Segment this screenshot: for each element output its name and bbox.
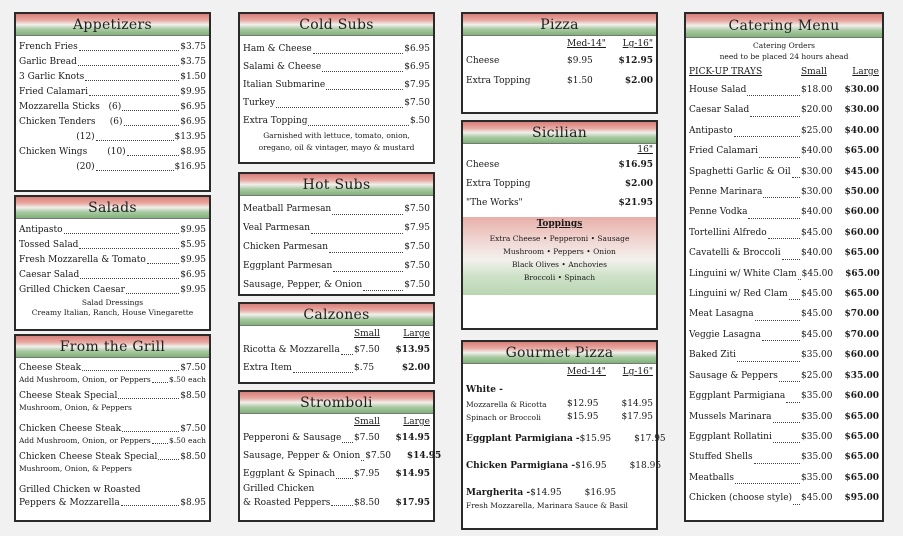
toppings-line: Broccoli • Spinach: [523, 273, 596, 282]
menu-item: Mozzarella & Ricotta $12.95 $14.95: [466, 399, 653, 409]
menu-item: Extra Item $.75 $2.00: [243, 359, 430, 377]
menu-item: Fried Calamari $9.95: [19, 87, 206, 97]
menu-item: Meat Lasagna $45.00 $70.00: [689, 304, 879, 324]
menu-item: Cheese Steak $7.50: [19, 363, 206, 373]
menu-item: Mozzarella Sticks (6) $6.95: [19, 102, 206, 112]
stromboli-panel: [238, 390, 442, 522]
menu-item: Sausage, Pepper & Onion $7.50 $14.95: [243, 447, 430, 465]
dressings-title: Salad Dressings: [81, 298, 144, 307]
menu-item: Meatball Parmesan $7.50: [243, 200, 430, 219]
menu-item: Grilled Chicken Caesar $9.95: [19, 285, 206, 295]
toppings-line: Extra Cheese • Pepperoni • Sausage: [489, 234, 630, 243]
appetizers-panel: [14, 12, 211, 192]
hot-subs-panel: [238, 172, 435, 296]
grill-title: From the Grill: [16, 336, 209, 358]
menu-item: 3 Garlic Knots $1.50: [19, 72, 206, 82]
menu-item-note: Add Mushroom, Onion, or Peppers $.50 each: [19, 436, 206, 445]
menu-item: Extra Topping $2.00: [466, 179, 653, 189]
menu-item-name: White -: [466, 385, 503, 395]
menu-item: Chicken Parmigiana - $16.95 $18.95: [466, 461, 662, 471]
cold-subs-note: Garnished with lettuce, tomato, onion, oregano, oil & vintager, mayo & mustard: [258, 131, 415, 152]
stromboli-title: Stromboli: [240, 392, 433, 414]
menu-item: Caesar Salad $6.95: [19, 270, 206, 280]
pizza-panel: [461, 12, 658, 114]
menu-item: Veal Parmesan $7.95: [243, 219, 430, 238]
menu-item: (20) $16.95: [19, 162, 206, 172]
menu-item: Cavatelli & Broccoli $40.00 $65.00: [689, 243, 879, 263]
menu-item: Cheese Steak Special $8.50: [19, 391, 206, 401]
menu-item: Chicken Parmesan $7.50: [243, 238, 430, 257]
toppings-box: [463, 217, 656, 295]
menu-item-name: Grilled Chicken w Roasted: [19, 485, 141, 495]
menu-item-name: Grilled Chicken: [243, 484, 315, 494]
calzones-title: Calzones: [240, 304, 433, 326]
menu-item: Ham & Cheese $6.95: [243, 40, 430, 58]
gourmet-col-headers: Med-14" Lg-16": [567, 367, 653, 377]
menu-item-note: Add Mushroom, Onion, or Peppers $.50 each: [19, 375, 206, 384]
calzones-col-headers: Small Large: [354, 329, 430, 339]
stromboli-col-headers: Small Large: [354, 417, 430, 427]
margherita-note: Fresh Mozzarella, Marinara Sauce & Basil: [466, 501, 628, 510]
menu-item: Chicken Wings (10) $8.95: [19, 147, 206, 157]
menu-item: Spaghetti Garlic & Oil $30.00 $45.00: [689, 162, 879, 182]
menu-item: Eggplant Parmigiana - $15.95 $17.95: [466, 434, 666, 444]
menu-item: Eggplant Parmigiana $35.00 $60.00: [689, 386, 879, 406]
gourmet-pizza-panel: [461, 340, 666, 530]
menu-item-note: Mushroom, Onion, & Peppers: [19, 464, 132, 473]
menu-item: Antipasto $9.95: [19, 225, 206, 235]
sicilian-title: Sicilian: [463, 122, 656, 144]
salads-panel: [14, 195, 211, 331]
toppings-line: Mushroom • Peppers • Onion: [503, 247, 616, 256]
salads-title: Salads: [16, 197, 209, 219]
menu-item: Eggplant Parmesan $7.50: [243, 257, 430, 276]
menu-item: Veggie Lasagna $45.00 $70.00: [689, 325, 879, 345]
dressings-list: Creamy Italian, Ranch, House Vinegarette: [31, 308, 194, 317]
menu-item: Extra Topping $1.50 $2.00: [466, 76, 653, 86]
menu-item: Sausage, Pepper, & Onion $7.50: [243, 276, 430, 295]
menu-item: Antipasto $25.00 $40.00: [689, 121, 879, 141]
menu-item: Linguini w/ Red Clam $45.00 $65.00: [689, 284, 879, 304]
menu-item: Italian Submarine $7.95: [243, 76, 430, 94]
menu-item: Sausage & Peppers $25.00 $35.00: [689, 366, 879, 386]
catering-panel: [684, 12, 884, 522]
menu-item: Tossed Salad $5.95: [19, 240, 206, 250]
menu-item: House Salad $18.00 $30.00: [689, 80, 879, 100]
menu-item: Spinach or Broccoli $15.95 $17.95: [466, 412, 653, 422]
column-2: [238, 12, 442, 522]
column-4: [684, 12, 884, 522]
menu-item: Extra Topping $.50: [243, 112, 430, 130]
menu-item: Cheese $9.95 $12.95: [466, 56, 653, 66]
menu-item: "The Works" $21.95: [466, 198, 653, 208]
menu-item: Chicken Cheese Steak $7.50: [19, 424, 206, 434]
menu-item: & Roasted Peppers $8.50 $17.95: [243, 498, 430, 508]
catering-col-headers: PICK-UP TRAYS Small Large: [689, 67, 879, 77]
cold-subs-title: Cold Subs: [240, 14, 433, 36]
menu-item: Eggplant & Spinach $7.95 $14.95: [243, 465, 430, 483]
menu-item: Chicken Tenders (6) $6.95: [19, 117, 206, 127]
column-3: [461, 12, 666, 530]
toppings-title: Toppings: [536, 219, 583, 229]
menu-item: Chicken (choose style) $45.00 $95.00: [689, 488, 879, 508]
catering-notice: need to be placed 24 hours ahead: [719, 52, 849, 61]
menu-item: Meatballs $35.00 $65.00: [689, 468, 879, 488]
pizza-title: Pizza: [463, 14, 656, 36]
cold-subs-panel: [238, 12, 435, 164]
menu-item: Stuffed Shells $35.00 $65.00: [689, 447, 879, 467]
sicilian-col-header: 16": [637, 145, 653, 155]
menu-item: Mussels Marinara $35.00 $65.00: [689, 407, 879, 427]
menu-item-note: Mushroom, Onion, & Peppers: [19, 403, 132, 412]
catering-title: Catering Menu: [686, 14, 882, 38]
gourmet-pizza-title: Gourmet Pizza: [463, 342, 656, 364]
menu-item: Turkey $7.50: [243, 94, 430, 112]
menu-item: (12) $13.95: [19, 132, 206, 142]
toppings-line: Black Olives • Anchovies: [512, 260, 607, 269]
menu-item: Caesar Salad $20.00 $30.00: [689, 100, 879, 120]
menu-item: Eggplant Rollatini $35.00 $65.00: [689, 427, 879, 447]
appetizers-title: Appetizers: [16, 14, 209, 36]
menu-item: Tortellini Alfredo $45.00 $60.00: [689, 223, 879, 243]
grill-panel: [14, 334, 211, 522]
menu-item: Peppers & Mozzarella $8.95: [19, 498, 206, 508]
menu-item: Chicken Cheese Steak Special $8.50: [19, 452, 206, 462]
menu-item: Penne Marinara $30.00 $50.00: [689, 182, 879, 202]
menu-item: Fresh Mozzarella & Tomato $9.95: [19, 255, 206, 265]
menu-item: Baked Ziti $35.00 $60.00: [689, 345, 879, 365]
sicilian-panel: [461, 120, 658, 330]
menu-item: Penne Vodka $40.00 $60.00: [689, 202, 879, 222]
pizza-col-headers: Med-14" Lg-16": [567, 39, 653, 49]
calzones-panel: [238, 302, 435, 384]
menu-item: Ricotta & Mozzarella $7.50 $13.95: [243, 341, 430, 359]
catering-notice: Catering Orders: [752, 41, 816, 50]
column-1: [14, 12, 211, 522]
menu-item: Pepperoni & Sausage $7.50 $14.95: [243, 429, 430, 447]
hot-subs-title: Hot Subs: [240, 174, 433, 196]
menu-item: Cheese $16.95: [466, 160, 653, 170]
menu-item: Garlic Bread $3.75: [19, 57, 206, 67]
menu-item: Linguini w/ White Clam $45.00 $65.00: [689, 264, 879, 284]
menu-item: Fried Calamari $40.00 $65.00: [689, 141, 879, 161]
menu-item: Salami & Cheese $6.95: [243, 58, 430, 76]
menu-item: French Fries $3.75: [19, 42, 206, 52]
menu-item: Margherita - $14.95 $16.95: [466, 488, 617, 498]
